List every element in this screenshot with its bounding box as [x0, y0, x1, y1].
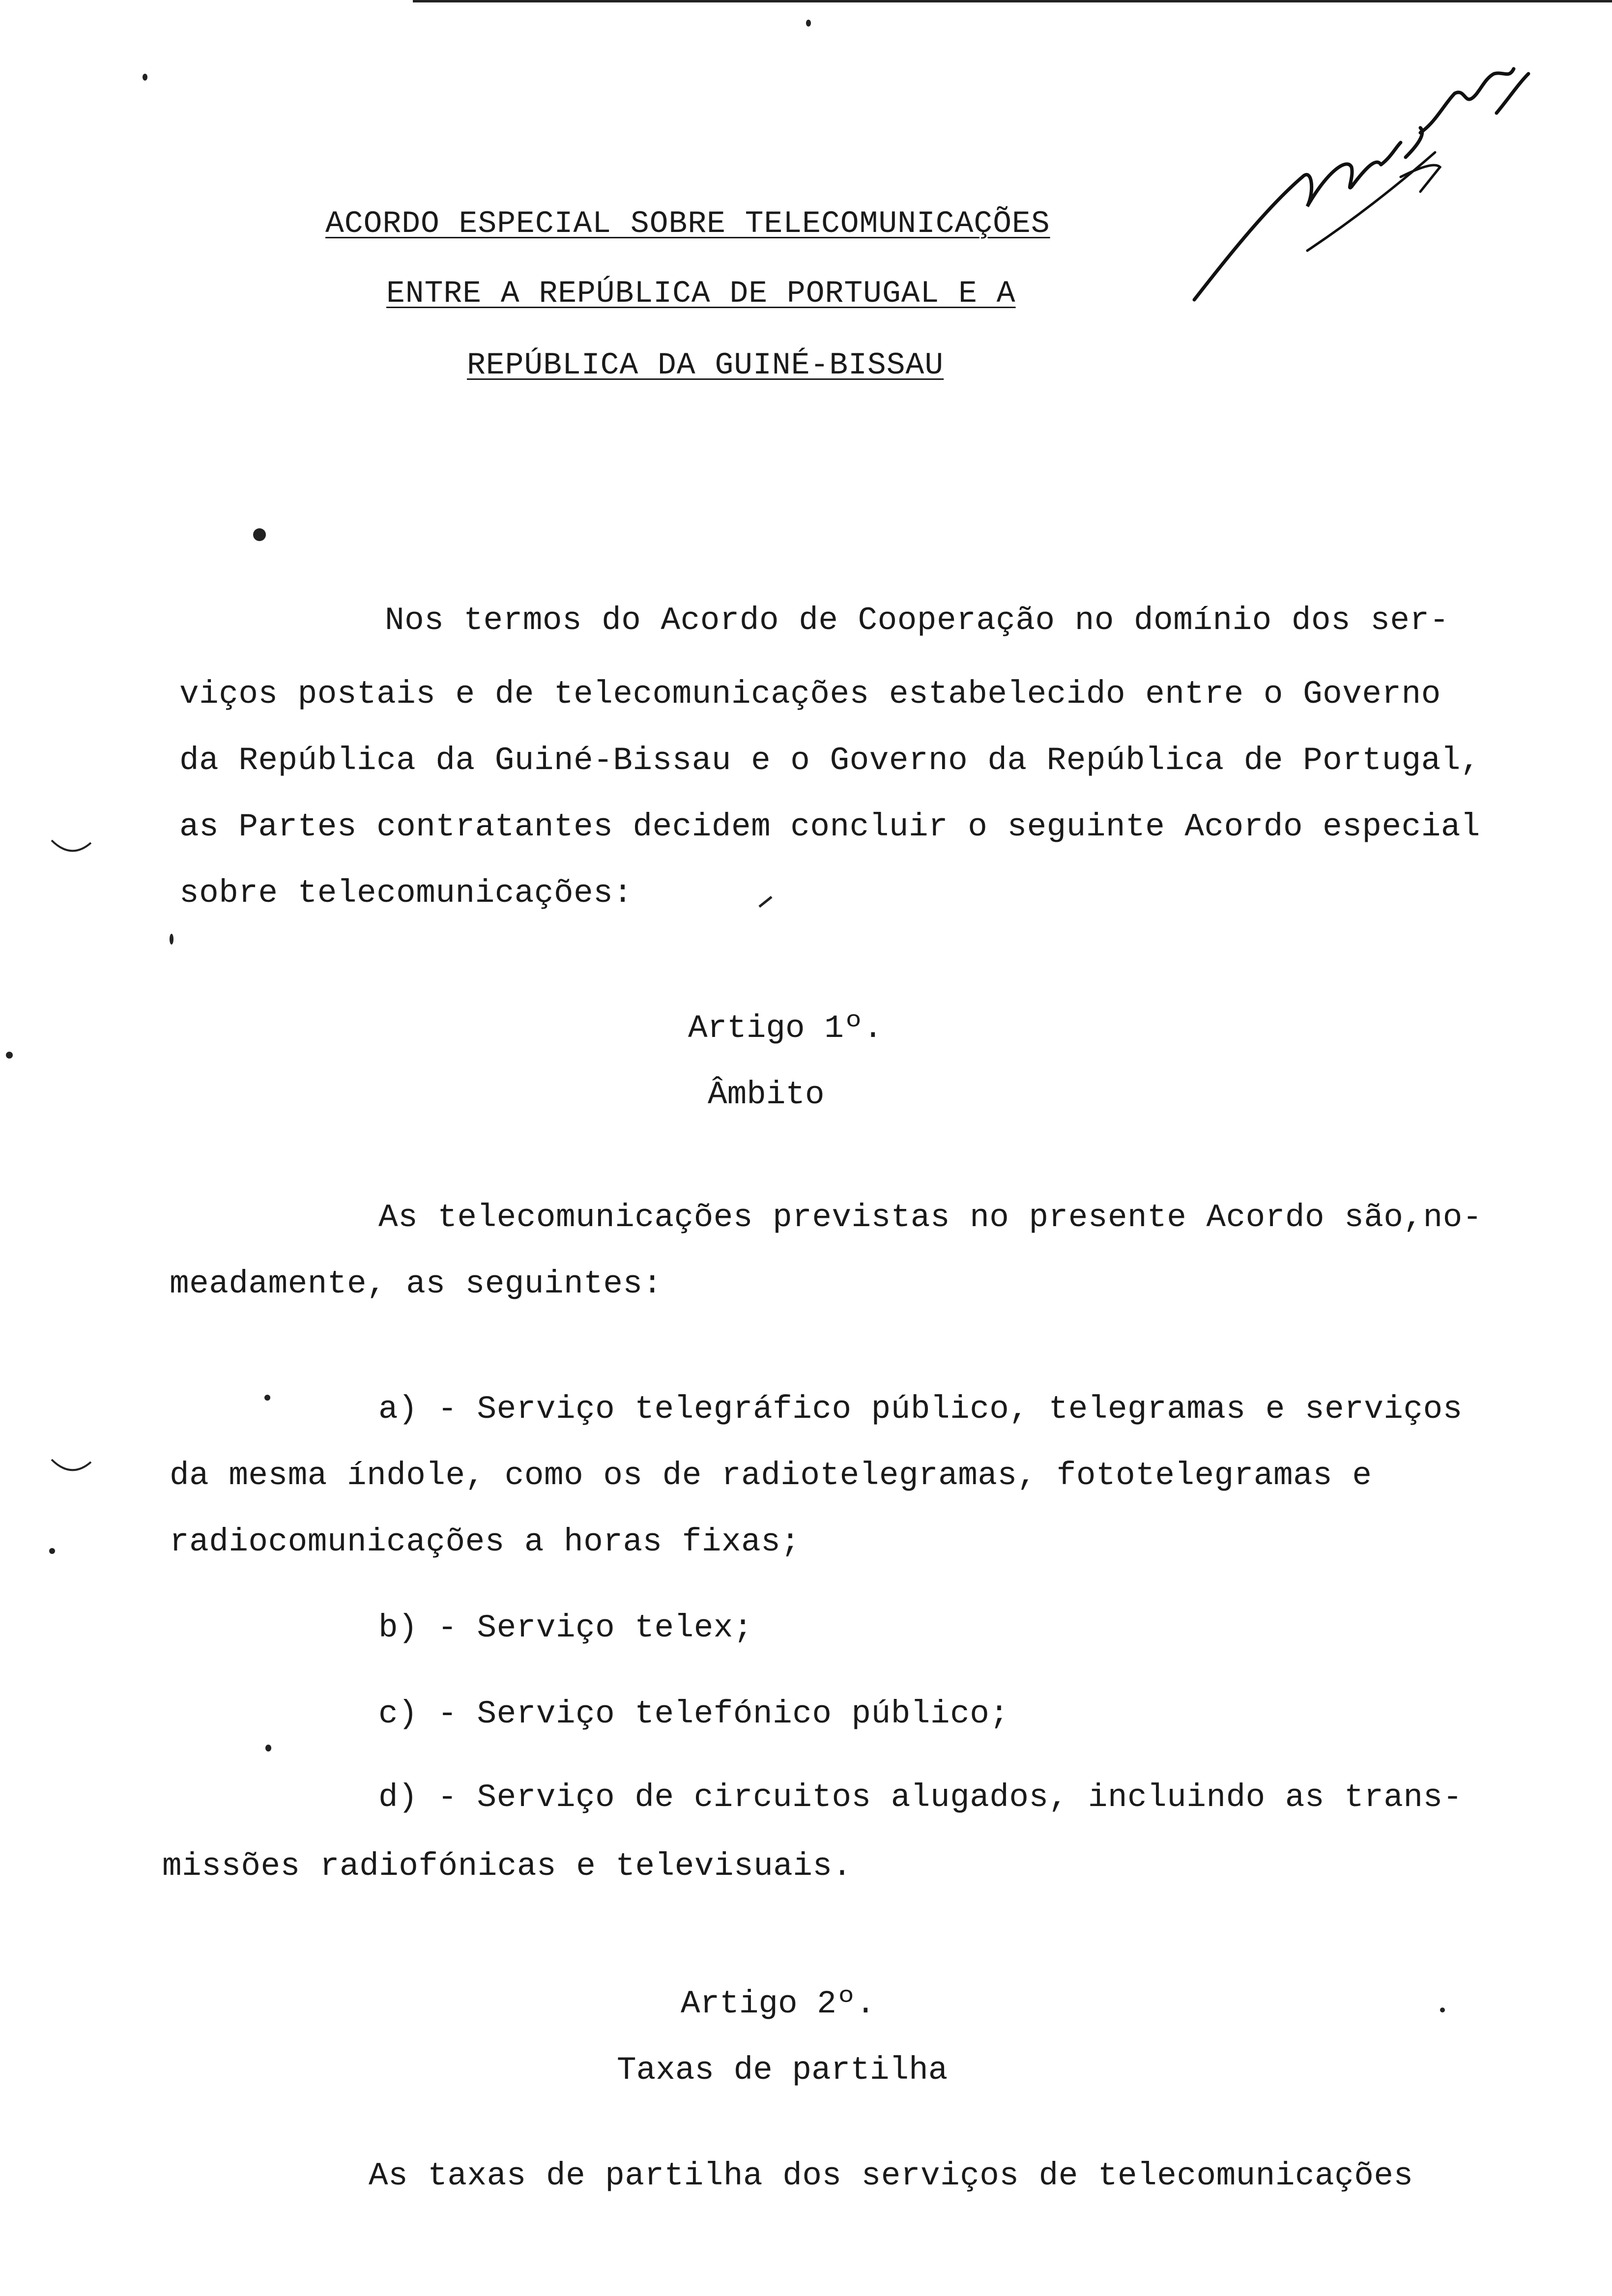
scan-speck — [1440, 2008, 1445, 2012]
article-1-intro-line-1: As telecomunicações previstas no presente Acordo são,no- — [378, 1199, 1482, 1236]
item-a-line-2: da mesma índole, como os de radiotelegramas, fototelegramas e — [170, 1457, 1372, 1494]
scan-speck — [264, 1395, 270, 1401]
title-line-2: ENTRE A REPÚBLICA DE PORTUGAL E A — [386, 276, 1016, 311]
item-b: b) - Serviço telex; — [378, 1609, 753, 1646]
article-2-heading: Taxas de partilha — [617, 2052, 948, 2089]
item-d-line-2: missões radiofónicas e televisuais. — [162, 1848, 852, 1885]
top-border-line — [413, 0, 1612, 2]
preamble-line-1: Nos termos do Acordo de Cooperação no domínio dos ser- — [385, 602, 1449, 639]
scan-speck — [806, 20, 811, 27]
scan-speck — [143, 74, 147, 81]
article-1-number: Artigo 1º. — [688, 1010, 883, 1047]
scan-speck — [170, 934, 173, 945]
margin-mark — [49, 1455, 93, 1479]
title-line-3: REPÚBLICA DA GUINÉ-BISSAU — [467, 348, 944, 383]
article-2-number: Artigo 2º. — [681, 1985, 876, 2022]
article-1-heading: Âmbito — [708, 1076, 825, 1113]
item-a-line-3: radiocomunicações a horas fixas; — [170, 1523, 801, 1560]
item-a-line-1: a) - Serviço telegráfico público, telegramas e serviços — [378, 1391, 1463, 1428]
preamble-line-2: viços postais e de telecomunicações estabelecido entre o Governo — [179, 676, 1441, 713]
scan-speck — [265, 1745, 271, 1751]
preamble-line-4: as Partes contratantes decidem concluir o seguinte Acordo especial — [179, 808, 1481, 845]
item-d-line-1: d) - Serviço de circuitos alugados, incluindo as trans- — [378, 1779, 1463, 1816]
scan-speck — [49, 1548, 55, 1554]
margin-mark — [49, 835, 93, 860]
article-2-first-line: As taxas de partilha dos serviços de telecomunicações — [369, 2157, 1413, 2194]
handwritten-initials — [1189, 44, 1533, 329]
preamble-line-5: sobre telecomunicações: — [179, 875, 633, 912]
scan-speck — [6, 1052, 13, 1059]
margin-mark — [757, 892, 777, 912]
item-c: c) - Serviço telefónico público; — [378, 1695, 1009, 1732]
preamble-line-3: da República da Guiné-Bissau e o Governo da República de Portugal, — [179, 742, 1481, 779]
title-line-1: ACORDO ESPECIAL SOBRE TELECOMUNICAÇÕES — [325, 206, 1050, 241]
article-1-intro-line-2: meadamente, as seguintes: — [170, 1265, 662, 1302]
scan-speck — [253, 528, 266, 541]
